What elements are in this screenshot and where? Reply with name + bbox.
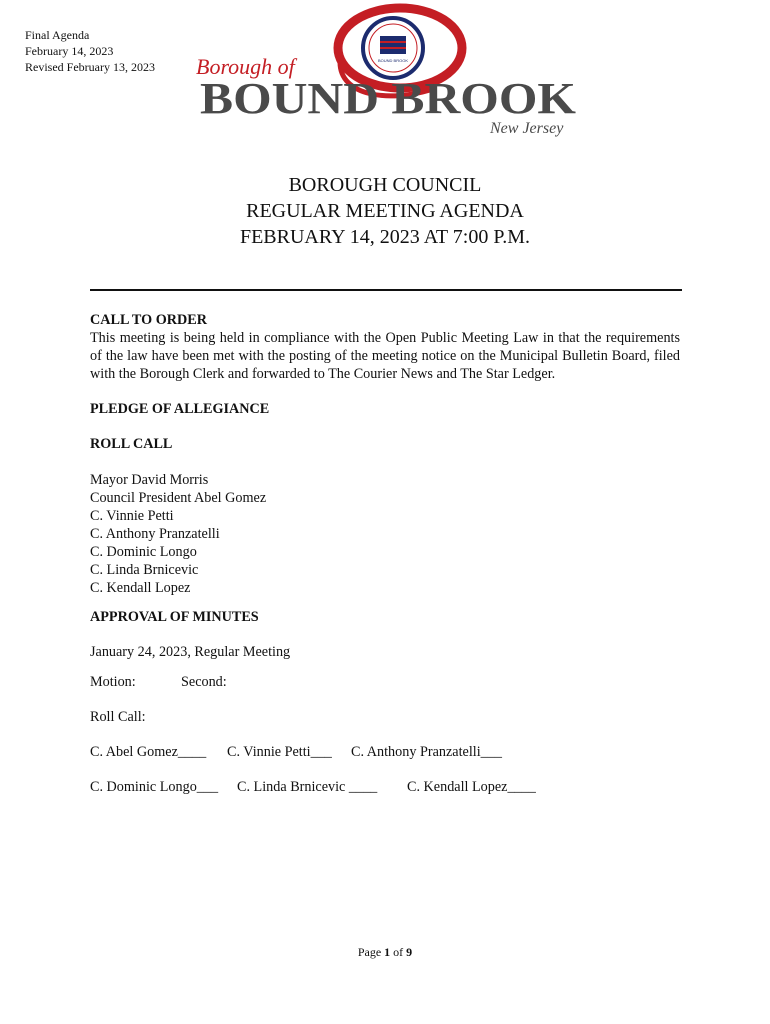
- page-title: [0, 172, 770, 250]
- title-line-2: REGULAR MEETING AGENDA: [246, 200, 524, 222]
- list-item: C. Vinnie Petti: [90, 508, 174, 524]
- vote-row-1: [90, 743, 680, 761]
- list-item: Council President Abel Gomez: [90, 490, 267, 506]
- document-status: [25, 27, 155, 75]
- logo-state: New Jersey: [490, 120, 564, 137]
- agenda-body: [90, 311, 680, 796]
- vote-entry: C. Anthony Pranzatelli___: [351, 744, 502, 760]
- of-word: of: [393, 945, 404, 959]
- roll-call-label: Roll Call:: [90, 709, 146, 725]
- second-label: Second:: [181, 674, 227, 690]
- divider: [90, 289, 682, 291]
- list-item: Mayor David Morris: [90, 472, 209, 488]
- total-pages: 9: [406, 945, 413, 959]
- revised-date: Revised February 13, 2023: [25, 60, 155, 74]
- borough-logo: [190, 2, 585, 142]
- list-item: C. Kendall Lopez: [90, 580, 191, 596]
- list-item: C. Linda Brnicevic: [90, 562, 199, 578]
- member-list: [90, 471, 680, 597]
- title-line-3: FEBRUARY 14, 2023 AT 7:00 P.M.: [239, 226, 531, 248]
- motion-label: Motion:: [90, 674, 136, 690]
- status-label: Final Agenda: [25, 28, 90, 42]
- borough-logo-graphic: [190, 2, 585, 142]
- vote-entry: C. Dominic Longo___: [90, 779, 219, 795]
- list-item: C. Anthony Pranzatelli: [90, 526, 220, 542]
- agenda-date: February 14, 2023: [25, 44, 114, 58]
- vote-entry: C. Abel Gomez____: [90, 744, 207, 760]
- minutes-item: January 24, 2023, Regular Meeting: [90, 644, 291, 660]
- page-number: [0, 945, 770, 960]
- list-item: C. Dominic Longo: [90, 544, 197, 560]
- call-to-order-text: This meeting is being held in compliance with the Open Public Meeting Law in that the requirements of the law have been met with the posting of the meeting notice on the Municipal Bulletin Board, filed with the Borough Clerk and forwarded to The Courier News and The Star Ledger.: [90, 330, 680, 382]
- motion-row: [90, 673, 680, 691]
- minutes-heading: APPROVAL OF MINUTES: [90, 609, 259, 625]
- call-to-order-heading: CALL TO ORDER: [90, 312, 207, 328]
- flag-icon: [380, 36, 406, 54]
- vote-row-2: [90, 778, 680, 796]
- page-word: Page: [357, 945, 382, 959]
- logo-borough-of: Borough of: [196, 54, 295, 79]
- pledge-heading: PLEDGE OF ALLEGIANCE: [90, 401, 270, 417]
- vote-entry: C. Linda Brnicevic ____: [237, 779, 378, 795]
- seal-text: BOUND BROOK: [377, 58, 409, 63]
- roll-call-heading: ROLL CALL: [90, 436, 173, 452]
- title-line-1: BOROUGH COUNCIL: [288, 174, 482, 196]
- vote-entry: C. Kendall Lopez____: [407, 779, 536, 795]
- current-page: 1: [384, 945, 391, 959]
- vote-entry: C. Vinnie Petti___: [227, 744, 332, 760]
- logo-name: BOUND BROOK: [200, 74, 576, 123]
